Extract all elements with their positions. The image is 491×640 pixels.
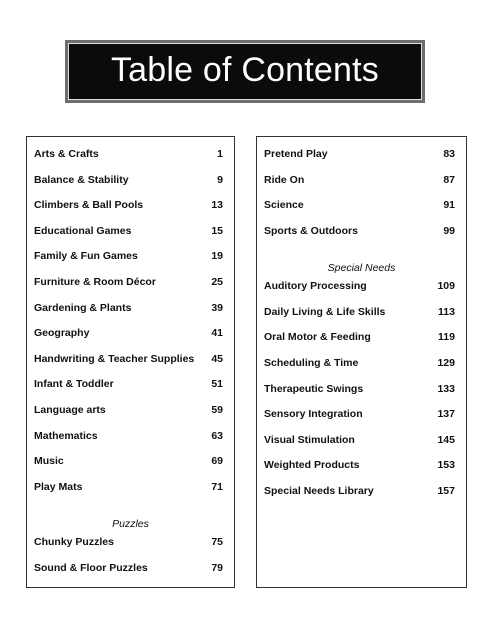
toc-entry[interactable] <box>264 330 455 344</box>
toc-entry-page: 51 <box>211 378 223 390</box>
toc-entry-page: 39 <box>211 302 223 314</box>
toc-entry[interactable] <box>34 377 223 391</box>
toc-entry[interactable] <box>34 454 223 468</box>
toc-column-left <box>26 136 235 588</box>
toc-entry[interactable] <box>34 173 223 187</box>
toc-entry-label: Sound & Floor Puzzles <box>34 562 148 574</box>
section-heading: Puzzles <box>112 518 149 530</box>
toc-entry[interactable] <box>264 224 455 238</box>
toc-entry-page: 83 <box>443 148 455 160</box>
toc-entry-label: Therapeutic Swings <box>264 383 364 395</box>
toc-entry-label: Science <box>264 199 304 211</box>
toc-entry-page: 137 <box>437 408 455 420</box>
toc-entry-label: Special Needs Library <box>264 485 374 497</box>
toc-entry-page: 59 <box>211 404 223 416</box>
toc-entry[interactable] <box>264 198 455 212</box>
toc-entry-label: Pretend Play <box>264 148 328 160</box>
toc-entry-label: Furniture & Room Décor <box>34 276 156 288</box>
toc-entry[interactable] <box>264 305 455 319</box>
toc-entry-page: 91 <box>443 199 455 211</box>
toc-entry-page: 145 <box>437 434 455 446</box>
toc-entry-page: 79 <box>211 562 223 574</box>
toc-entry-label: Geography <box>34 327 90 339</box>
toc-entry-page: 45 <box>211 353 223 365</box>
toc-entry[interactable] <box>34 403 223 417</box>
toc-entry[interactable] <box>34 275 223 289</box>
toc-entry[interactable] <box>264 484 455 498</box>
toc-entry-page: 63 <box>211 430 223 442</box>
toc-entry[interactable] <box>264 147 455 161</box>
toc-entry-label: Gardening & Plants <box>34 302 132 314</box>
toc-entry-label: Climbers & Ball Pools <box>34 199 144 211</box>
toc-entry[interactable] <box>34 198 223 212</box>
toc-entry-label: Balance & Stability <box>34 174 129 186</box>
toc-entry[interactable] <box>34 429 223 443</box>
section-heading: Special Needs <box>327 262 396 274</box>
toc-entry-page: 19 <box>211 250 223 262</box>
toc-entry-label: Infant & Toddler <box>34 378 114 390</box>
toc-entry[interactable] <box>34 147 223 161</box>
toc-entry[interactable] <box>34 561 223 575</box>
toc-entry-page: 109 <box>437 280 455 292</box>
title-box <box>68 43 422 100</box>
toc-entry-page: 25 <box>211 276 223 288</box>
toc-entry-page: 99 <box>443 225 455 237</box>
toc-entry-label: Ride On <box>264 174 305 186</box>
toc-entry-label: Language arts <box>34 404 106 416</box>
toc-entry-label: Play Mats <box>34 481 83 493</box>
toc-entry[interactable] <box>264 356 455 370</box>
toc-entry-page: 13 <box>211 199 223 211</box>
toc-entry[interactable] <box>264 458 455 472</box>
toc-entry[interactable] <box>34 480 223 494</box>
toc-entry[interactable] <box>34 326 223 340</box>
toc-entry[interactable] <box>34 249 223 263</box>
toc-entry[interactable] <box>264 433 455 447</box>
toc-entry-page: 75 <box>211 536 223 548</box>
toc-entry[interactable] <box>34 535 223 549</box>
toc-entry-page: 153 <box>437 459 455 471</box>
toc-entry-label: Visual Stimulation <box>264 434 355 446</box>
toc-entry[interactable] <box>264 382 455 396</box>
toc-entry-page: 113 <box>438 306 455 318</box>
toc-entry-label: Educational Games <box>34 225 132 237</box>
toc-entry-page: 1 <box>217 148 223 160</box>
toc-entry-page: 133 <box>437 383 455 395</box>
toc-entry-page: 157 <box>437 485 455 497</box>
toc-entry-label: Daily Living & Life Skills <box>264 306 386 318</box>
title-banner <box>65 40 425 103</box>
toc-entry-page: 9 <box>217 174 223 186</box>
toc-entry-label: Mathematics <box>34 430 98 442</box>
toc-entry-page: 41 <box>211 327 223 339</box>
toc-entry-label: Music <box>34 455 64 467</box>
toc-entry-page: 69 <box>211 455 223 467</box>
toc-entry[interactable] <box>264 173 455 187</box>
toc-entry-label: Sensory Integration <box>264 408 363 420</box>
toc-entry-page: 129 <box>437 357 455 369</box>
toc-entry[interactable] <box>264 407 455 421</box>
toc-entry[interactable] <box>34 224 223 238</box>
toc-entry-label: Chunky Puzzles <box>34 536 114 548</box>
page-title: Table of Contents <box>110 51 379 89</box>
toc-entry-label: Auditory Processing <box>264 280 367 292</box>
toc-entry[interactable] <box>34 301 223 315</box>
toc-entry-page: 71 <box>211 481 223 493</box>
toc-entry-label: Scheduling & Time <box>264 357 359 369</box>
toc-entry-label: Weighted Products <box>264 459 360 471</box>
toc-entry[interactable] <box>264 279 455 293</box>
toc-column-right <box>256 136 467 588</box>
toc-entry-label: Handwriting & Teacher Supplies <box>34 353 195 365</box>
toc-entry-label: Arts & Crafts <box>34 148 99 160</box>
toc-entry-page: 87 <box>443 174 455 186</box>
toc-entry-page: 15 <box>211 225 223 237</box>
toc-entry[interactable] <box>34 352 223 366</box>
toc-entry-label: Oral Motor & Feeding <box>264 331 371 343</box>
toc-entry-label: Sports & Outdoors <box>264 225 358 237</box>
toc-entry-page: 119 <box>438 331 455 343</box>
toc-entry-label: Family & Fun Games <box>34 250 138 262</box>
